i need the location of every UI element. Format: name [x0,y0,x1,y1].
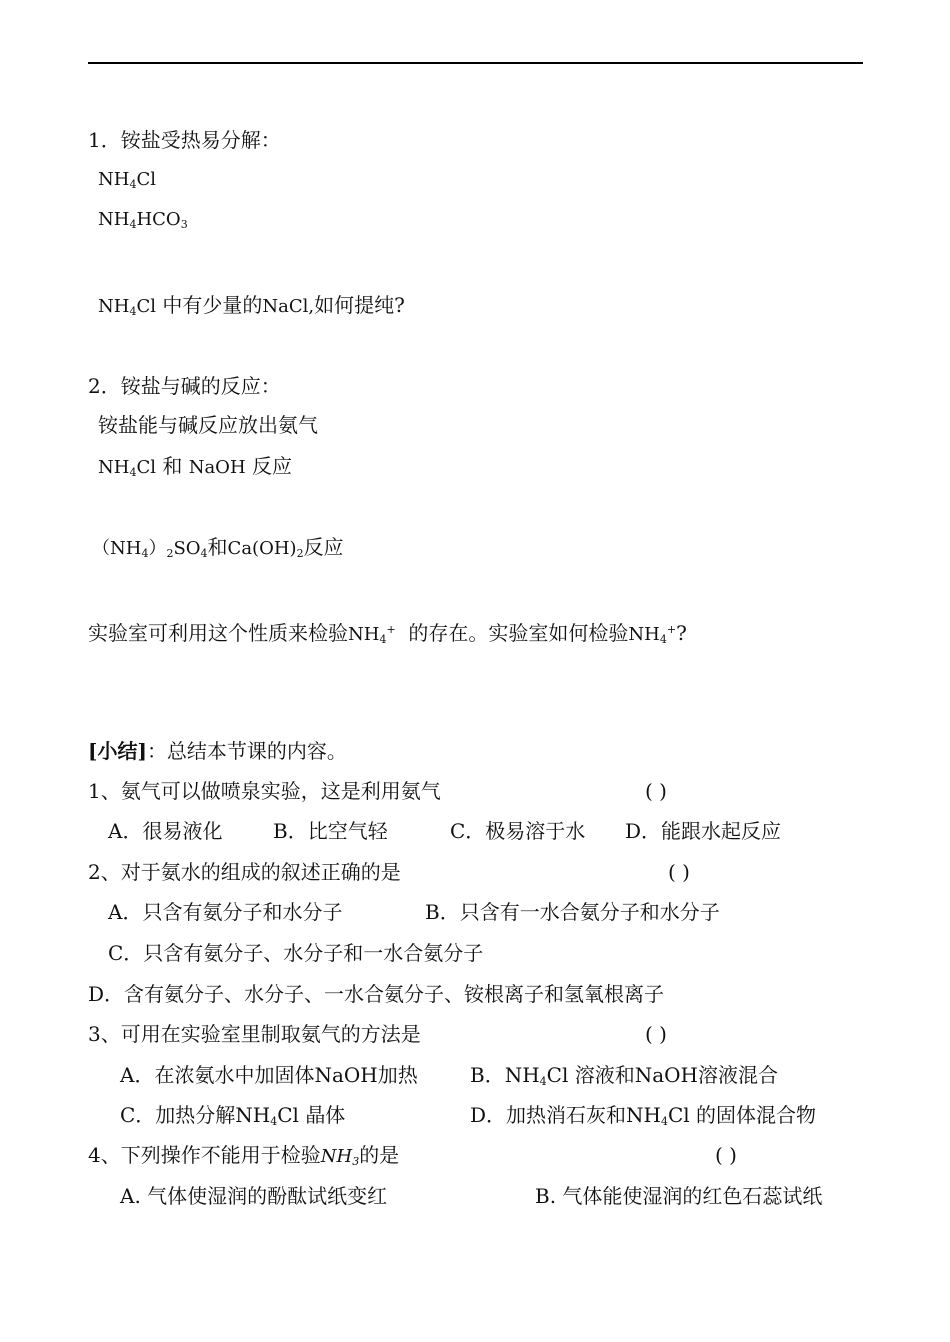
section2-line1: 铵盐能与碱反应放出氨气 [98,413,318,437]
summary-label: [小结] [88,739,147,763]
q2-option-a: A．只含有氨分子和水分子 [108,900,343,924]
purify-question: $NH_4Cl$ 中有少量的NaCl,如何提纯? [98,293,405,318]
q1-option-b: B．比空气轻 [273,819,388,843]
q3-option-d: D．加热消石灰和$NH_4Cl$ 的固体混合物 [470,1103,817,1128]
q3-option-c: C．加热分解$NH_4Cl$ 晶体 [120,1103,346,1128]
q1-option-a: A．很易液化 [108,819,223,843]
header-rule [88,62,863,64]
q3-option-a: A．在浓氨水中加固体NaOH加热 [120,1063,418,1087]
section2-heading: 2．铵盐与碱的反应： [88,374,281,398]
q2-option-d: D．含有氨分子、水分子、一水合氨分子、铵根离子和氢氧根离子 [88,982,665,1006]
q3-option-b: B．$NH_4Cl$ 溶液和NaOH溶液混合 [470,1063,778,1088]
q1-stem: 1、氨气可以做喷泉实验，这是利用氨气 [88,779,441,803]
q2-option-c: C．只含有氨分子、水分子和一水合氨分子 [108,941,484,965]
q3-stem: 3、可用在实验室里制取氨气的方法是 [88,1022,421,1046]
q2-option-b: B．只含有一水合氨分子和水分子 [425,900,720,924]
q4-option-a: A. 气体使湿润的酚酞试纸变红 [120,1184,388,1208]
summary-line: [小结]：总结本节课的内容。 [88,739,347,763]
section1-heading: 1．铵盐受热易分解： [88,128,281,152]
q2-answer-paren: ( ) [668,860,690,884]
q4-answer-paren: ( ) [715,1143,737,1167]
lab-detection-text: 实验室可利用这个性质来检验$NH_4^+$ 的存在。实验室如何检验$NH_4^+$? [88,621,687,646]
reaction-nh42so4-caoh2: $(NH_4)_2SO_4$和$Ca(OH)_2$反应 [92,535,344,560]
formula-nh4cl: $NH_4Cl$ [98,169,156,191]
q4-stem: 4、下列操作不能用于检验$NH_3$的是 [88,1143,400,1168]
reaction-nh4cl-naoh: $NH_4Cl$ 和 NaOH 反应 [98,454,292,479]
q1-option-d: D．能跟水起反应 [625,819,782,843]
q1-answer-paren: ( ) [645,779,667,803]
formula-nh4hco3: $NH_4HCO_3$ [98,209,188,231]
q2-stem: 2、对于氨水的组成的叙述正确的是 [88,860,401,884]
q1-option-c: C．极易溶于水 [450,819,586,843]
q3-answer-paren: ( ) [645,1022,667,1046]
q4-option-b: B. 气体能使湿润的红色石蕊试纸 [535,1184,823,1208]
